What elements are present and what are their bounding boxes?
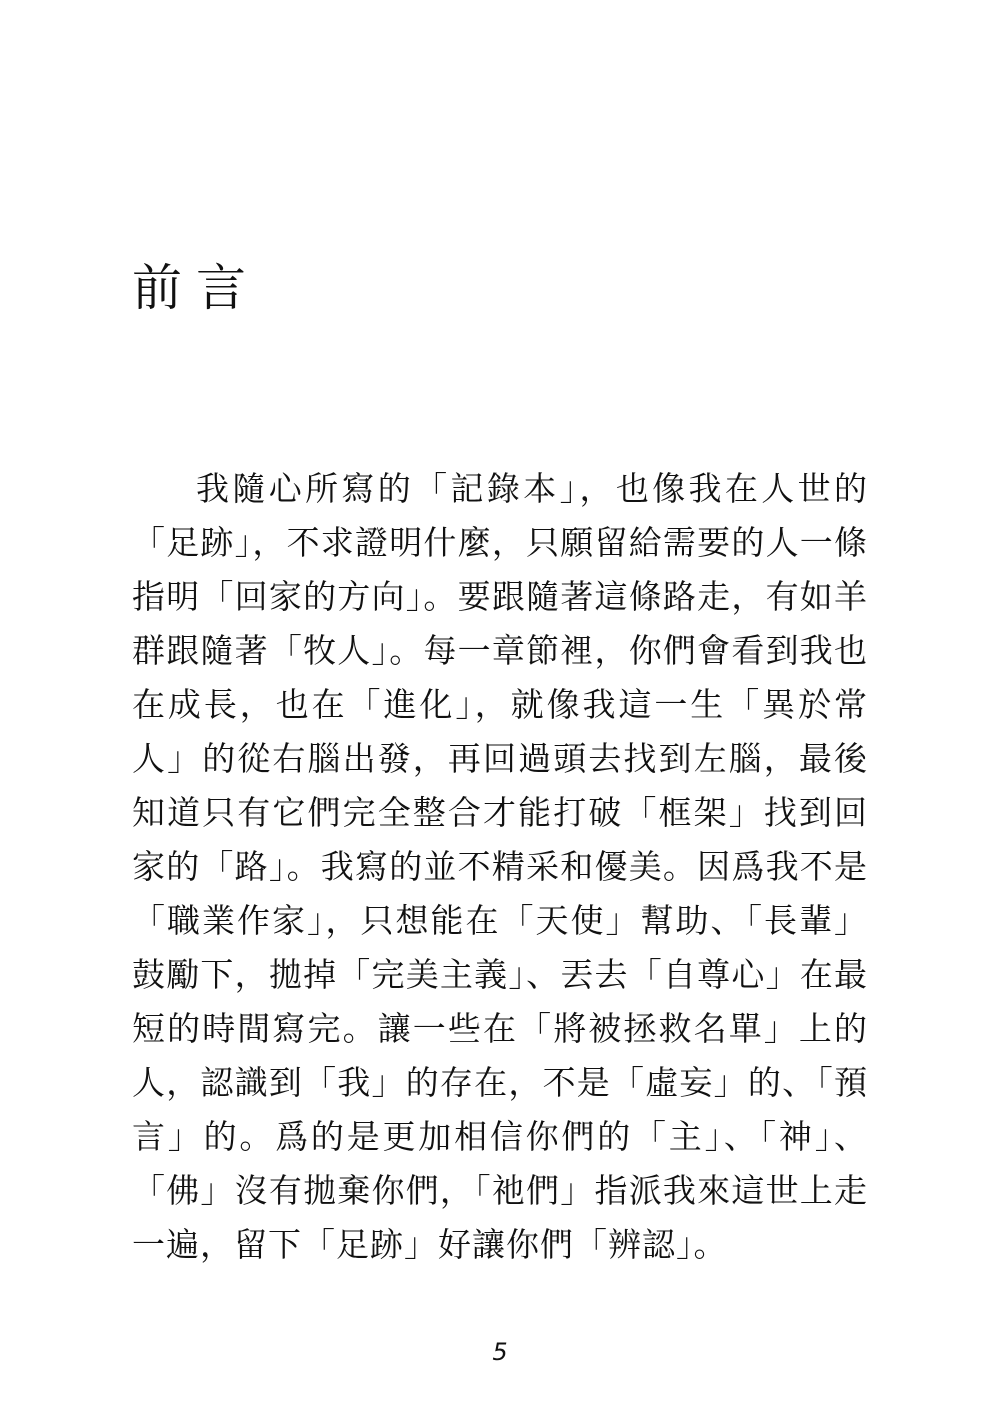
chapter-title: 前言: [132, 259, 260, 317]
page-number: 5: [492, 1338, 508, 1366]
preface-paragraph: 我隨心所寫的「記錄本」，也像我在人世的「足跡」，不求證明什麼，只願留給需要的人一條指明「回家的方向」。要跟隨著這條路走，有如羊群跟隨著「牧人」。每一章節裡，你們會看到我也在成長，也在「進化」，就像我這一生「異於常人」的從右腦出發，再回過頭去找到左腦，最後知道只有它們完全整合才能打破「框架」找到回家的「路」。我寫的並不精采和優美。因爲我不是「職業作家」，只想能在「天使」幫助、「長輩」鼓勵下，拋掉「完美主義」、丟去「自尊心」在最短的時間寫完。讓一些在「將被拯救名單」上的人，認識到「我」的存在，不是「虛妄」的、「預言」的。爲的是更加相信你們的「主」、「神」、「佛」沒有拋棄你們，「祂們」指派我來這世上走一遍，留下「足跡」好讓你們「辨認」。: [132, 469, 868, 1264]
